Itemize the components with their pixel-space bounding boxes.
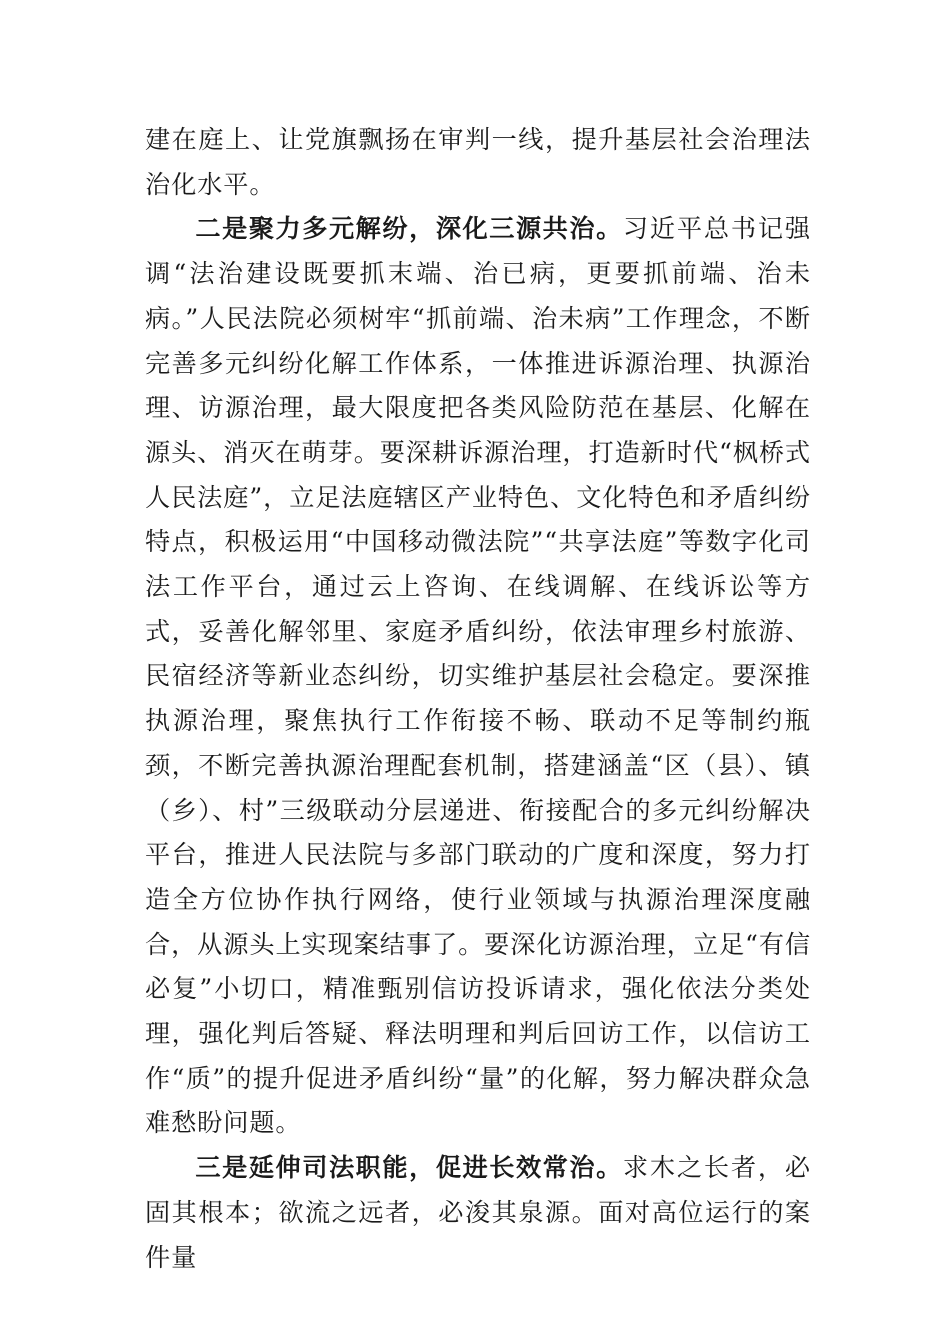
document-body (145, 118, 811, 1280)
paragraph-text: 习近平总书记强调“法治建设既要抓末端、治已病，更要抓前端、治未病。”人民法院必须树牢“抓前端、治未病”工作理念，不断完善多元纠纷化解工作体系，一体推进诉源治理、执源治理、访源治理，最大限度把各类风险防范在基层、化解在源头、消灭在萌芽。要深耕诉源治理，打造新时代“枫桥式人民法庭”，立足法庭辖区产业特色、文化特色和矛盾纠纷特点，积极运用“中国移动微法院”“共享法庭”等数字化司法工作平台，通过云上咨询、在线调解、在线诉讼等方式，妥善化解邻里、家庭矛盾纠纷，依法审理乡村旅游、民宿经济等新业态纠纷，切实维护基层社会稳定。要深推执源治理，聚焦执行工作衔接不畅、联动不足等制约瓶颈，不断完善执源治理配套机制，搭建涵盖“区（县）、镇（乡）、村”三级联动分层递进、衔接配合的多元纠纷解决平台，推进人民法院与多部门联动的广度和深度，努力打造全方位协作执行网络，使行业领域与执源治理深度融合，从源头上实现案结事了。要深化访源治理，立足“有信必复”小切口，精准甄别信访投诉请求，强化依法分类处理，强化判后答疑、释法明理和判后回访工作，以信访工作“质”的提升促进矛盾纠纷“量”的化解，努力解决群众急难愁盼问题。 (145, 214, 811, 1138)
paragraph-second-point (145, 207, 811, 1146)
paragraph-continuation (145, 118, 811, 207)
paragraph-text: 求木之长者，必固其根本；欲流之远者，必浚其泉源。面对高位运行的案件量 (145, 1153, 811, 1272)
paragraph-lead-heading: 二是聚力多元解纷，深化三源共治。 (195, 214, 623, 244)
paragraph-third-point (145, 1146, 811, 1280)
paragraph-text: 建在庭上、让党旗飘扬在审判一线，提升基层社会治理法治化水平。 (145, 125, 811, 199)
paragraph-lead-heading: 三是延伸司法职能，促进长效常治。 (195, 1153, 623, 1183)
